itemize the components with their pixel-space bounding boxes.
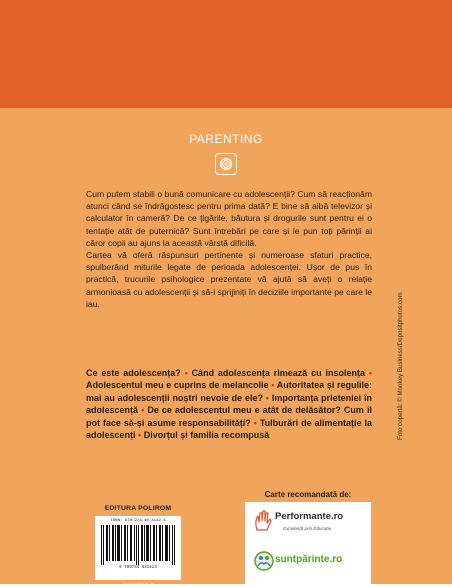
suntparinte-name: suntpărinte.ro: [275, 554, 343, 565]
topic-item: Divorțul și familia recompusă: [143, 430, 270, 441]
recommendation-panel: [245, 502, 371, 586]
topic-item: Când adolescența rimează cu insolența: [191, 368, 365, 378]
top-band: [0, 0, 452, 108]
series-logo-icon: [215, 153, 237, 175]
family-icon: [253, 550, 275, 572]
bullet-separator: •: [271, 380, 277, 391]
topic-item: Adolescentul meu e cuprins de melancolie: [86, 380, 269, 391]
publisher-website: www.polirom.ro: [122, 582, 154, 587]
topics-list: [86, 367, 372, 441]
topic-item: Importanța prieteniei în adolescență: [86, 392, 372, 416]
description-block: [86, 188, 372, 310]
description-paragraph-1: Cum putem stabili o bună comunicare cu adolescenții? Cum să reacționăm atunci când se îndrăgostesc pentru prima dată? E bine să aibă televizor și calculator în cameră? De ce țigările, băutura și drogurile sunt pentru ei o tentație atât de puternică? Sunt întrebări pe care și le pun toți părinții ai căror copii au ajuns la această vârstă dificilă.: [86, 189, 372, 248]
suntparinte-logo: [253, 548, 365, 578]
publisher-block: [86, 505, 190, 587]
bullet-separator: •: [253, 417, 260, 428]
hand-icon: [253, 510, 273, 532]
publisher-name: EDITURA POLIROM: [104, 505, 172, 512]
bullet-separator: •: [141, 405, 148, 416]
performante-name: Performante.ro: [275, 511, 344, 522]
series-emblem-icon: [218, 156, 234, 172]
photo-credit: [397, 292, 407, 450]
topic-item: Autoritatea și regulile: mai au adolescenții noștri nevoie de ele?: [86, 380, 372, 403]
recommendation-block: [245, 490, 371, 586]
isbn-label: ISBN: 978-973-46-3142-3: [110, 519, 166, 523]
recommendation-title: Carte recomandată de:: [264, 490, 352, 499]
bullet-separator: •: [265, 392, 272, 403]
performante-tagline: Excelență prin Educație: [283, 526, 332, 531]
topic-item: De ce adolescentul meu e atât de delăsător? Cum îl pot face să-și asume responsabilitățí?: [86, 405, 372, 428]
bullet-separator: •: [184, 368, 192, 378]
isbn-digits: 9 789734 631423: [119, 566, 157, 570]
performante-logo: [253, 508, 365, 538]
series-title: PARENTING: [189, 132, 263, 146]
description-paragraph-2: Cartea vă oferă răspunsuri pertinente și numeroase sfaturi practice, spulberând miturile legate de perioada adolescenței. Ușor de pus în practică, trucurile psihologice prezentate vă ajută să aveți o relație armonioasă cu adolescenții și să-i sprijiniți în deciziile importante pe care le iau.: [86, 250, 372, 309]
topic-item: Tulburări de alimentație la adolescenți: [86, 417, 372, 441]
photo-credit-text: Foto copertă: © Monkey Business/Depositphotos.com: [397, 292, 404, 440]
barcode-icon: [99, 525, 177, 565]
isbn-box: [95, 516, 181, 580]
bullet-separator: •: [138, 430, 144, 441]
topic-item: Ce este adolescența?: [86, 368, 181, 378]
bullet-separator: •: [368, 368, 372, 378]
